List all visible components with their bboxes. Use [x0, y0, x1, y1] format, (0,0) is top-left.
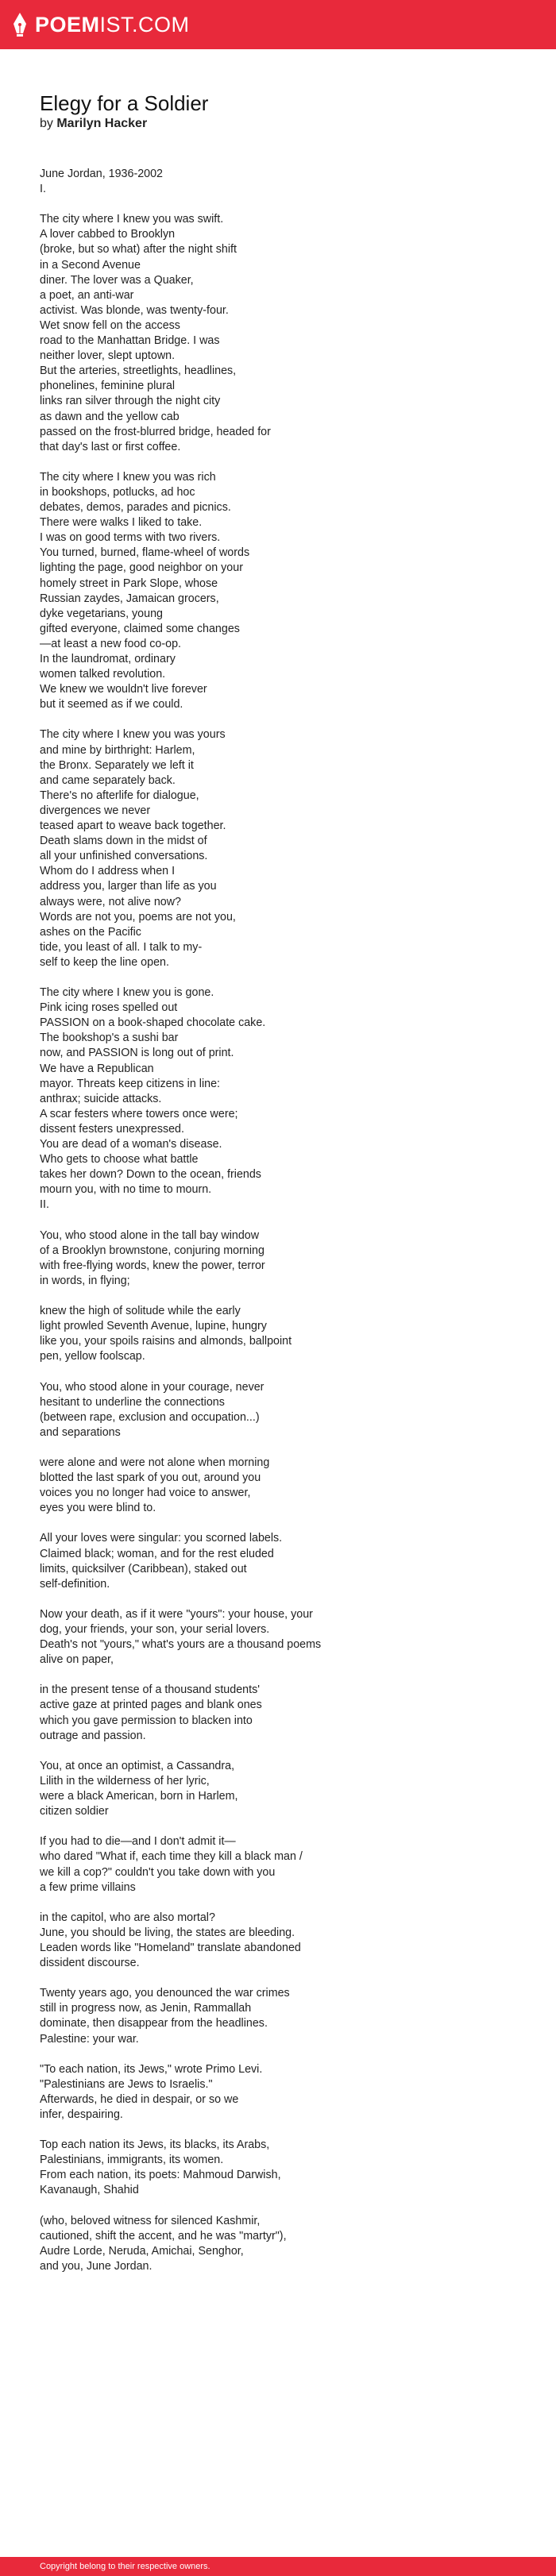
poem-line: The city where I knew you was rich [40, 470, 216, 484]
poem-line: But the arteries, streetlights, headlines, [40, 364, 237, 378]
poem-line: limits, quicksilver (Caribbean), staked out [40, 1562, 247, 1575]
poem-stanza [40, 1380, 516, 1440]
poem-line: You, who stood alone in your courage, never [40, 1380, 264, 1394]
poem-line: Palestine: your war. [40, 2032, 139, 2046]
author-link[interactable]: Marilyn Hacker [56, 117, 148, 130]
poem-line: now, and PASSION is long out of print. [40, 1047, 234, 1060]
poem-line: passed on the frost-blurred bridge, headed for [40, 425, 271, 438]
poem-line: June Jordan, 1936-2002 [40, 168, 164, 180]
poem-line: dyke vegetarians, young [40, 607, 163, 620]
poem-line: Leaden words like "Homeland" translate abandoned [40, 1941, 301, 1954]
poem-line: Death's not "yours," what's yours are a thousand poems [40, 1638, 322, 1652]
poem-stanza [40, 470, 516, 713]
poem-stanza [40, 1607, 516, 1668]
poem-line: gifted everyone, claimed some changes [40, 622, 240, 635]
poem-line: address you, larger than life as you [40, 880, 217, 893]
poem-stanza [40, 1228, 516, 1289]
poem-line: Russian zaydes, Jamaican grocers, [40, 592, 219, 605]
poem-line: dissident discourse. [40, 1957, 140, 1970]
poem-line: which you gave permission to blacken into [40, 1714, 253, 1727]
poem-line: Kavanaugh, Shahid [40, 2184, 139, 2197]
poem-line: dominate, then disappear from the headlines. [40, 2017, 268, 2030]
poem-stanza [40, 212, 516, 455]
copyright-text: Copyright belong to their respective owners. [40, 2562, 210, 2571]
poem-line: self-definition. [40, 1577, 110, 1591]
poem-line: We have a Republican [40, 1062, 154, 1075]
poem-line: From each nation, its poets: Mahmoud Darwish, [40, 2169, 281, 2182]
poem-line: a poet, an anti-war [40, 288, 134, 302]
poem-line: The city where I knew you is gone. [40, 986, 214, 1000]
poem-line: citizen soldier [40, 1805, 109, 1818]
poem-line: in a Second Avenue [40, 258, 141, 272]
poem-line: in bookshops, potlucks, ad hoc [40, 485, 195, 499]
poem-stanza [40, 985, 516, 1213]
poem-stanza [40, 1456, 516, 1516]
poem-line: Who gets to choose what battle [40, 1153, 199, 1167]
poem-line: knew the high of solitude while the early [40, 1305, 241, 1318]
poem-line: tide, you least of all. I talk to my- [40, 940, 203, 954]
poem-line: in words, in flying; [40, 1274, 130, 1287]
poem-line: all your unfinished conversations. [40, 850, 208, 863]
poem-line: were alone and were not alone when morning [40, 1456, 270, 1469]
byline-prefix: by [40, 117, 57, 130]
poem-line: Audre Lorde, Neruda, Amichai, Senghor, [40, 2244, 244, 2258]
poem-line: active gaze at printed pages and blank ones [40, 1699, 262, 1712]
poem-line: All your loves were singular: you scorned labels. [40, 1532, 283, 1545]
poem-line: (between rape, exclusion and occupation...) [40, 1410, 260, 1424]
site-footer [0, 2557, 556, 2576]
poem-line: A lover cabbed to Brooklyn [40, 228, 176, 241]
poem-line: Afterwards, he died in despair, or so we [40, 2092, 239, 2106]
poem-line: but it seemed as if we could. [40, 698, 183, 711]
poem-line: alive on paper, [40, 1653, 114, 1667]
poem-line: Pink icing roses spelled out [40, 1001, 178, 1015]
poem-line: self to keep the line open. [40, 955, 169, 969]
poem-stanza [40, 1304, 516, 1364]
poem-article [0, 49, 556, 2274]
poem-line: June, you should be living, the states are bleeding. [40, 1926, 295, 1939]
poem-line: You, at once an optimist, a Cassandra, [40, 1759, 235, 1772]
poem-line: I. [40, 183, 46, 196]
poem-line: The bookshop's a sushi bar [40, 1032, 179, 1045]
poem-stanza [40, 1834, 516, 1895]
poem-line: of a Brooklyn brownstone, conjuring morning [40, 1244, 264, 1257]
poem-line: neither lover, slept uptown. [40, 349, 176, 363]
poem-line: dog, your friends, your son, your serial lovers. [40, 1623, 270, 1636]
poem-line: diner. The lover was a Quaker, [40, 273, 194, 287]
poem-line: ashes on the Pacific [40, 925, 141, 939]
poem-line: women talked revolution. [40, 668, 166, 681]
logo-bold: POEM [35, 12, 100, 37]
poem-line: dissent festers unexpressed. [40, 1122, 184, 1136]
poem-stanza [40, 2062, 516, 2123]
poem-line: who dared "What if, each time they kill a black man / [40, 1850, 303, 1864]
poem-line: always were, not alive now? [40, 895, 182, 908]
poem-line: and mine by birthright: Harlem, [40, 743, 195, 757]
poem-line: we kill a cop?" couldn't you take down with you [40, 1865, 276, 1879]
site-header [0, 0, 556, 49]
poem-line: "To each nation, its Jews," wrote Primo Levi. [40, 2062, 263, 2076]
poem-line: I was on good terms with two rivers. [40, 531, 221, 545]
poem-line: The city where I knew you was swift. [40, 213, 224, 226]
poem-line: were a black American, born in Harlem, [40, 1790, 238, 1803]
poem-line: in the capitol, who are also mortal? [40, 1911, 215, 1924]
poem-line: Words are not you, poems are not you, [40, 910, 236, 924]
poem-line: as dawn and the yellow cab [40, 410, 180, 423]
poem-line: Now your death, as if it were "yours": your house, your [40, 1607, 313, 1621]
logo-rest: IST.COM [99, 12, 190, 37]
poem-line: Twenty years ago, you denounced the war crimes [40, 1987, 290, 2000]
poem-line: with free-flying words, knew the power, terror [40, 1259, 265, 1272]
poem-line: teased apart to weave back together. [40, 819, 226, 833]
poem-line: You turned, burned, flame-wheel of words [40, 546, 250, 560]
poem-line: anthrax; suicide attacks. [40, 1092, 162, 1105]
poem-line: There's no afterlife for dialogue, [40, 789, 199, 802]
poem-line: a few prime villains [40, 1880, 136, 1894]
poem-line: and you, June Jordan. [40, 2259, 153, 2273]
poem-line: and came separately back. [40, 773, 176, 787]
poem-stanza [40, 167, 516, 197]
poem-line: light prowled Seventh Avenue, lupine, hungry [40, 1320, 267, 1333]
poem-line: mayor. Threats keep citizens in line: [40, 1077, 221, 1090]
poem-line: PASSION on a book-shaped chocolate cake. [40, 1016, 266, 1030]
poem-line: In the laundromat, ordinary [40, 653, 176, 665]
poem-line: Claimed black; woman, and for the rest eluded [40, 1547, 274, 1560]
poem-line: takes her down? Down to the ocean, friends [40, 1168, 261, 1182]
poem-line: links ran silver through the night city [40, 395, 221, 408]
poem-title: Elegy for a Soldier [40, 91, 209, 115]
poem-line: There were walks I liked to take. [40, 516, 203, 530]
poem-line: Whom do I address when I [40, 865, 176, 878]
poem-stanza [40, 727, 516, 970]
poem-line: debates, demos, parades and picnics. [40, 501, 231, 515]
poem-line: —at least a new food co-op. [40, 637, 182, 650]
poem-line: and separations [40, 1425, 121, 1439]
poem-stanza [40, 1531, 516, 1591]
poem-line: lighting the page, good neighbor on your [40, 561, 243, 575]
poem-line: voices you no longer had voice to answer, [40, 1487, 251, 1500]
poem-line: mourn you, with no time to mourn. [40, 1183, 212, 1197]
poem-line: Wet snow fell on the access [40, 318, 180, 332]
poem-line: outrage and passion. [40, 1729, 146, 1742]
poem-line: like you, your spoils raisins and almonds, ballpoint [40, 1335, 292, 1348]
poem-stanza [40, 2214, 516, 2274]
poem-line: hesitant to underline the connections [40, 1395, 225, 1409]
poem-line: Death slams down in the midst of [40, 835, 207, 848]
poem-line: Palestinians, immigrants, its women. [40, 2154, 224, 2167]
poem-line: the Bronx. Separately we left it [40, 758, 194, 772]
pen-nib-icon [13, 13, 27, 37]
poem-line: divergences we never [40, 804, 151, 817]
poem-stanza [40, 1911, 516, 1971]
poem-line: You, who stood alone in the tall bay window [40, 1228, 260, 1242]
poem-line: infer, despairing. [40, 2108, 123, 2121]
poem-stanza [40, 1683, 516, 1743]
poem-line: activist. Was blonde, was twenty-four. [40, 303, 229, 317]
poem-line: A scar festers where towers once were; [40, 1107, 238, 1120]
logo-text [35, 14, 190, 36]
poem-byline [40, 116, 516, 132]
poem-body [40, 167, 516, 2274]
poem-line: phonelines, feminine plural [40, 380, 176, 393]
poem-stanza [40, 1986, 516, 2046]
poem-line: If you had to die—and I don't admit it— [40, 1835, 236, 1849]
poem-line: (broke, but so what) after the night shift [40, 243, 237, 256]
poem-line: cautioned, shift the accent, and he was "martyr"), [40, 2229, 287, 2242]
poem-stanza [40, 1759, 516, 1819]
poem-line: You are dead of a woman's disease. [40, 1138, 222, 1151]
poem-line: pen, yellow foolscap. [40, 1350, 145, 1363]
poem-line: Top each nation its Jews, its blacks, its Arabs, [40, 2138, 270, 2152]
poem-line: that day's last or first coffee. [40, 440, 181, 453]
poem-line: Lilith in the wilderness of her lyric, [40, 1774, 210, 1787]
poem-line: "Palestinians are Jews to Israelis." [40, 2077, 213, 2091]
site-logo[interactable] [13, 13, 190, 37]
poem-stanza [40, 2138, 516, 2198]
poem-line: still in progress now, as Jenin, Rammallah [40, 2002, 252, 2015]
poem-line: The city where I knew you was yours [40, 728, 226, 742]
poem-line: homely street in Park Slope, whose [40, 577, 218, 590]
poem-line: We knew we wouldn't live forever [40, 683, 207, 696]
poem-line: road to the Manhattan Bridge. I was [40, 334, 220, 348]
poem-line: II. [40, 1198, 49, 1212]
poem-line: blotted the last spark of you out, around you [40, 1471, 261, 1485]
poem-line: eyes you were blind to. [40, 1502, 156, 1515]
poem-line: (who, beloved witness for silenced Kashmir, [40, 2214, 261, 2227]
poem-line: in the present tense of a thousand students' [40, 1683, 260, 1697]
